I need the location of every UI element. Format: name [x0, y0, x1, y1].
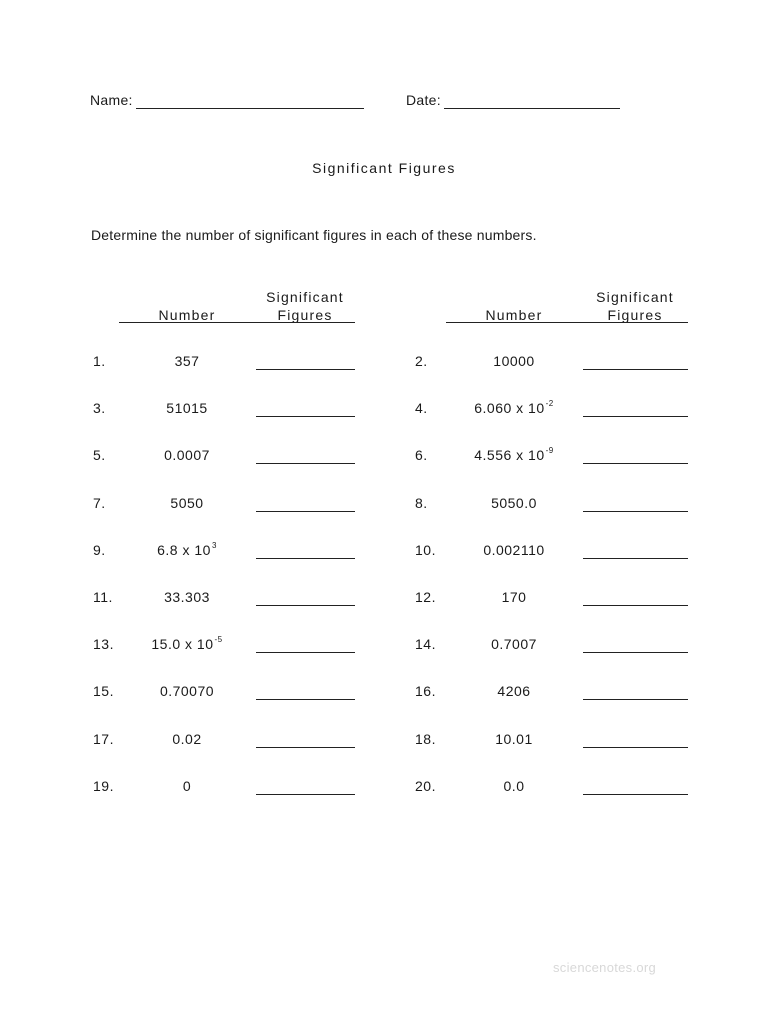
- number-exponent: -9: [545, 446, 554, 455]
- left-problem-number: [127, 353, 247, 369]
- right-answer-line[interactable]: [583, 511, 688, 512]
- right-problem-number: [454, 683, 574, 699]
- number-base: 0.70070: [159, 683, 215, 699]
- date-field-line[interactable]: [444, 108, 620, 109]
- number-base: 4.556 x 10: [474, 447, 545, 463]
- right-problem-number: [454, 636, 574, 652]
- right-answer-line[interactable]: [583, 416, 688, 417]
- right-sigfig-header-line1: Significant: [596, 289, 674, 305]
- right-problem-label: 6.: [415, 447, 428, 463]
- number-base: 0.7007: [491, 636, 537, 652]
- right-problem-label: 10.: [415, 542, 436, 558]
- number-base: 0.0007: [164, 447, 210, 463]
- left-answer-line[interactable]: [256, 463, 355, 464]
- right-sigfig-header-line2: Figures: [607, 307, 663, 323]
- left-problem-number: [127, 636, 247, 652]
- right-answer-line[interactable]: [583, 699, 688, 700]
- number-base: 33.303: [164, 589, 210, 605]
- right-answer-line[interactable]: [583, 463, 688, 464]
- left-problem-number: [127, 542, 247, 558]
- right-answer-line[interactable]: [583, 652, 688, 653]
- left-problem-number: [127, 731, 247, 747]
- left-problem-number: [127, 778, 247, 794]
- number-exponent: -5: [214, 635, 223, 644]
- number-exponent: -2: [545, 399, 554, 408]
- number-base: 0.002110: [483, 542, 545, 558]
- left-answer-line[interactable]: [256, 369, 355, 370]
- right-problem-number: [454, 495, 574, 511]
- left-sigfig-header-line1: Significant: [266, 289, 344, 305]
- right-problem-number: [454, 542, 574, 558]
- left-answer-line[interactable]: [256, 652, 355, 653]
- number-base: 51015: [166, 400, 208, 416]
- right-problem-number: [454, 731, 574, 747]
- number-base: 5050.0: [491, 495, 537, 511]
- number-base: 357: [174, 353, 200, 369]
- right-problem-number: [454, 353, 574, 369]
- number-base: 10.01: [495, 731, 533, 747]
- left-answer-line[interactable]: [256, 605, 355, 606]
- left-problem-label: 9.: [93, 542, 106, 558]
- right-problem-label: 20.: [415, 778, 436, 794]
- left-answer-line[interactable]: [256, 511, 355, 512]
- left-number-header: Number: [158, 307, 216, 323]
- left-problem-label: 1.: [93, 353, 106, 369]
- number-base: 6.8 x 10: [157, 542, 211, 558]
- right-answer-line[interactable]: [583, 747, 688, 748]
- left-answer-line[interactable]: [256, 794, 355, 795]
- left-answer-line[interactable]: [256, 416, 355, 417]
- left-problem-label: 7.: [93, 495, 106, 511]
- number-exponent: 3: [211, 541, 217, 550]
- left-answer-line[interactable]: [256, 699, 355, 700]
- number-base: 0.0: [503, 778, 525, 794]
- right-problem-number: [454, 400, 574, 416]
- number-base: 10000: [493, 353, 535, 369]
- left-problem-label: 13.: [93, 636, 114, 652]
- left-sigfig-header-line2: Figures: [277, 307, 333, 323]
- left-problem-number: [127, 683, 247, 699]
- right-problem-label: 12.: [415, 589, 436, 605]
- instructions-text: Determine the number of significant figures in each of these numbers.: [91, 227, 537, 243]
- name-field-line[interactable]: [136, 108, 364, 109]
- right-problem-label: 14.: [415, 636, 436, 652]
- right-problem-label: 4.: [415, 400, 428, 416]
- left-problem-number: [127, 589, 247, 605]
- date-label: Date:: [406, 92, 441, 108]
- number-base: 5050: [170, 495, 204, 511]
- right-problem-label: 18.: [415, 731, 436, 747]
- right-problem-label: 2.: [415, 353, 428, 369]
- right-answer-line[interactable]: [583, 369, 688, 370]
- worksheet-title: Significant Figures: [312, 160, 456, 176]
- right-problem-number: [454, 589, 574, 605]
- left-problem-label: 3.: [93, 400, 106, 416]
- number-base: 15.0 x 10: [151, 636, 214, 652]
- left-problem-number: [127, 400, 247, 416]
- number-base: 170: [501, 589, 527, 605]
- left-problem-number: [127, 495, 247, 511]
- number-base: 6.060 x 10: [474, 400, 545, 416]
- number-base: 4206: [497, 683, 531, 699]
- right-answer-line[interactable]: [583, 558, 688, 559]
- right-answer-line[interactable]: [583, 605, 688, 606]
- name-label: Name:: [90, 92, 133, 108]
- number-base: 0: [182, 778, 192, 794]
- left-problem-label: 11.: [93, 589, 113, 605]
- left-problem-label: 5.: [93, 447, 106, 463]
- right-problem-label: 16.: [415, 683, 436, 699]
- right-answer-line[interactable]: [583, 794, 688, 795]
- right-number-header: Number: [485, 307, 543, 323]
- right-header-rule: [446, 322, 688, 323]
- left-problem-label: 15.: [93, 683, 114, 699]
- footer-watermark: sciencenotes.org: [553, 960, 657, 975]
- left-answer-line[interactable]: [256, 558, 355, 559]
- right-problem-number: [454, 778, 574, 794]
- number-base: 0.02: [172, 731, 202, 747]
- left-problem-label: 17.: [93, 731, 114, 747]
- left-problem-number: [127, 447, 247, 463]
- right-problem-number: [454, 447, 574, 463]
- left-header-rule: [119, 322, 355, 323]
- left-problem-label: 19.: [93, 778, 114, 794]
- left-answer-line[interactable]: [256, 747, 355, 748]
- right-problem-label: 8.: [415, 495, 428, 511]
